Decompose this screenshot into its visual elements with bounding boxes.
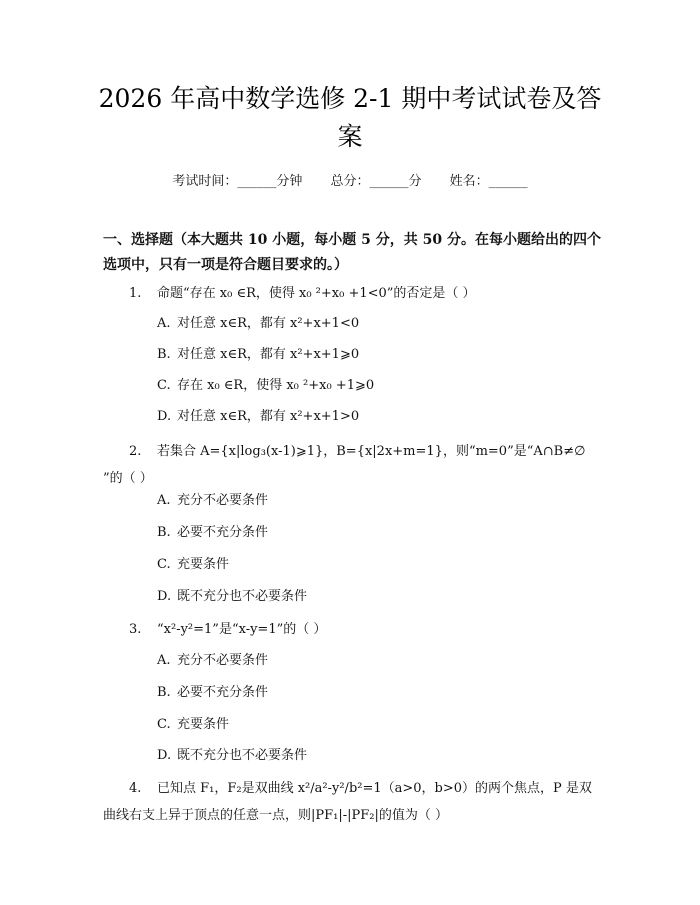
option-letter: C. — [157, 717, 171, 732]
option-text: 既不充分也不必要条件 — [177, 589, 308, 604]
question-3-option-a — [157, 651, 268, 671]
question-3 — [103, 616, 598, 643]
question-3-option-c — [157, 715, 229, 735]
question-2-option-b — [157, 523, 268, 543]
total-score-field: 总分：______分 — [330, 174, 422, 189]
option-letter: D. — [157, 409, 172, 424]
option-text: 必要不充分条件 — [177, 685, 269, 700]
question-stem: “x²-y²=1”是“x-y=1”的（ ） — [157, 622, 327, 637]
option-text: 对任意 x∈R，都有 x²+x+1>0 — [177, 409, 360, 424]
option-letter: B. — [157, 525, 171, 540]
question-number: 2. — [129, 444, 142, 459]
option-text: 充分不必要条件 — [177, 653, 269, 668]
question-stem: 已知点 F₁，F₂是双曲线 x²/a²-y²/b²=1（a>0，b>0）的两个焦点，P 是双曲线右支上异于顶点的任意一点，则|PF₁|-|PF₂|的值为（ ） — [103, 781, 592, 823]
option-letter: C. — [157, 378, 171, 393]
option-letter: B. — [157, 347, 171, 362]
question-number: 1. — [129, 286, 142, 301]
question-1-option-b — [157, 345, 359, 365]
option-letter: B. — [157, 685, 171, 700]
question-3-option-d — [157, 746, 307, 766]
question-1-option-c — [157, 376, 374, 396]
option-text: 充分不必要条件 — [177, 493, 269, 508]
option-text: 既不充分也不必要条件 — [177, 748, 308, 763]
option-letter: C. — [157, 557, 171, 572]
question-2-option-c — [157, 555, 229, 575]
question-4 — [103, 775, 598, 829]
question-1-option-d — [157, 407, 359, 427]
option-letter: A. — [157, 653, 171, 668]
option-text: 存在 x₀ ∈R，使得 x₀ ²+x₀ +1⩾0 — [177, 378, 375, 393]
option-letter: D. — [157, 748, 172, 763]
option-text: 充要条件 — [177, 717, 230, 732]
section-heading-choice: 一、选择题（本大题共 10 小题，每小题 5 分，共 50 分。在每小题给出的四个选项中，只有一项是符合题目要求的。） — [103, 232, 601, 273]
question-1 — [103, 280, 598, 307]
option-letter: A. — [157, 493, 171, 508]
option-text: 对任意 x∈R，都有 x²+x+1<0 — [177, 316, 360, 331]
option-text: 必要不充分条件 — [177, 525, 269, 540]
question-stem: 若集合 A={x|log₃(x-1)⩾1}，B={x|2x+m=1}，则“m=0”是“A∩B≠∅ ”的（ ） — [103, 444, 586, 486]
question-stem: 命题“存在 x₀ ∈R，使得 x₀ ²+x₀ +1<0”的否定是（ ） — [157, 286, 476, 301]
question-number: 4. — [129, 781, 142, 796]
question-2-option-a — [157, 491, 268, 511]
exam-time-field: 考试时间：______分钟 — [172, 174, 303, 189]
option-letter: A. — [157, 316, 171, 331]
question-3-option-b — [157, 683, 268, 703]
question-1-option-a — [157, 314, 359, 334]
student-name-field: 姓名：______ — [449, 174, 528, 189]
exam-title: 2026 年高中数学选修 2-1 期中考试试卷及答案 — [98, 84, 602, 151]
question-number: 3. — [129, 622, 142, 637]
exam-info-line — [0, 170, 700, 189]
option-text: 充要条件 — [177, 557, 230, 572]
option-text: 对任意 x∈R，都有 x²+x+1⩾0 — [177, 347, 360, 362]
question-2-option-d — [157, 587, 307, 607]
option-letter: D. — [157, 589, 172, 604]
question-2 — [103, 438, 598, 492]
